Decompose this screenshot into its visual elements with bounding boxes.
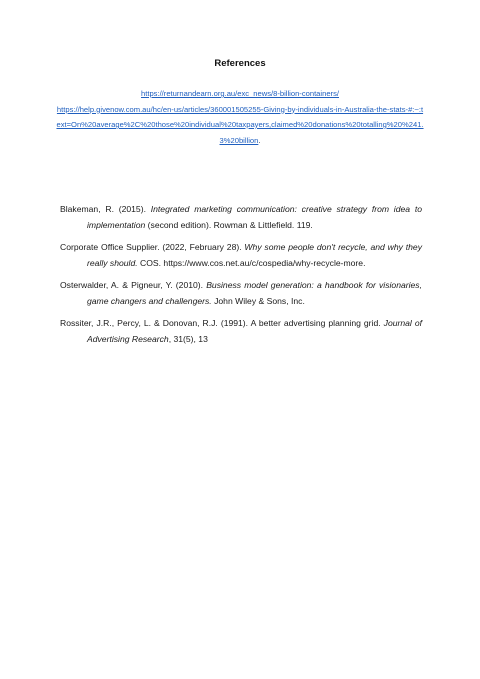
reference-authors: Blakeman, R. (2015). — [60, 204, 151, 214]
reference-authors: Corporate Office Supplier. (2022, February 28). — [60, 242, 245, 252]
link-suffix: . — [258, 135, 261, 145]
reference-title: Why some people don't recycle, and why they really should. — [87, 242, 422, 268]
link-item — [55, 102, 425, 149]
reference-entry — [60, 278, 422, 309]
reference-entry — [60, 316, 422, 347]
reference-details: John Wiley & Sons, Inc. — [211, 295, 305, 306]
link-item — [55, 86, 425, 102]
reference-link[interactable]: https://help.givenow.com.au/hc/en-us/articles/360001505255-Giving-by-individuals-in-Australia-the-stats-#:~:text=On%20average%2C%20those%20individual%20taxpayers,claimed%20donations%20totalling%20%241.3%20billion — [56, 104, 424, 145]
reference-details: , 31(5), 13 — [168, 333, 208, 344]
reference-entry — [60, 240, 422, 271]
reference-authors: Rossiter, J.R., Percy, L. & Donovan, R.J. (1991). A better advertising planning grid. — [60, 318, 384, 328]
reference-entry — [60, 202, 422, 233]
reference-authors: Osterwalder, A. & Pigneur, Y. (2010). — [60, 280, 207, 290]
reference-details: COS. https://www.cos.net.au/c/cospedia/why-recycle-more. — [137, 257, 366, 268]
link-list — [55, 86, 425, 148]
reference-title: Business model generation: a handbook for visionaries, game changers and challengers. — [87, 280, 422, 306]
reference-list — [60, 202, 422, 354]
reference-link[interactable]: https://returnandearn.org.au/exc_news/8-billion-containers/ — [141, 89, 339, 98]
reference-details: (second edition). Rowman & Littlefield. 119. — [145, 219, 313, 230]
page-title: References — [214, 58, 266, 69]
reference-title: Integrated marketing communication: creative strategy from idea to implementation — [87, 204, 422, 230]
reference-title: Journal of Advertising Research — [87, 318, 423, 344]
